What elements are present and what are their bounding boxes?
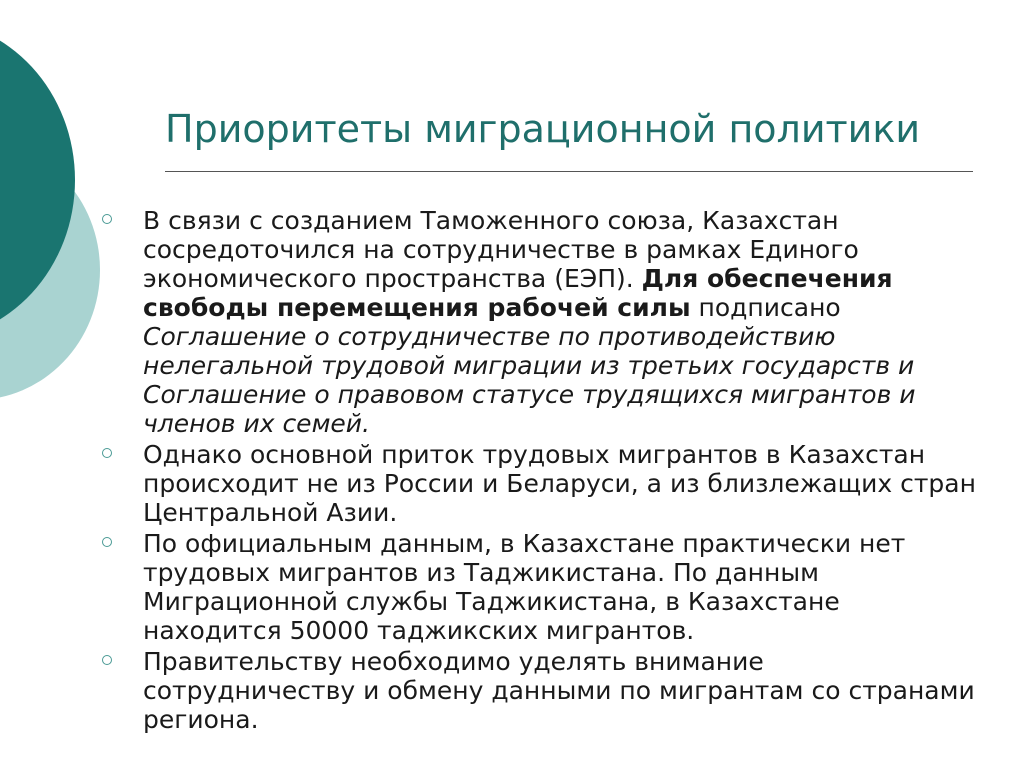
bullet-1-italic-text: Соглашение о сотрудничестве по противодействию нелегальной трудовой миграции из третьих государств и Соглашение о правовом статусе трудящихся мигрантов и членов их семей. <box>143 322 916 438</box>
title-underline <box>165 171 973 172</box>
bullet-2-text: Однако основной приток трудовых мигрантов в Казахстан происходит не из России и Беларуси, а из близлежащих стран Центральной Азии. <box>143 440 976 527</box>
bullet-4-text: Правительству необходимо уделять внимание сотрудничеству и обмену данными по мигрантам со странами региона. <box>143 647 975 734</box>
bullet-item-4 <box>102 647 982 734</box>
bullet-item-1 <box>102 206 982 438</box>
bullet-3-text: По официальным данным, в Казахстане практически нет трудовых мигрантов из Таджикистана. По данным Миграционной службы Таджикистана, в Казахстане находится 50000 таджикских мигрантов. <box>143 529 906 645</box>
bullet-item-2 <box>102 440 982 527</box>
bullet-1-bold-text: Для обеспечения свободы перемещения рабочей силы <box>143 264 893 322</box>
bullet-1-text-cont: подписано <box>690 293 841 322</box>
hollow-circle-bullet-icon <box>102 537 112 547</box>
bullet-item-3 <box>102 529 982 645</box>
hollow-circle-bullet-icon <box>102 448 112 458</box>
slide-title: Приоритеты миграционной политики <box>165 107 921 151</box>
bullet-list <box>102 206 982 736</box>
bullet-1-text: В связи с созданием Таможенного союза, Казахстан сосредоточился на сотрудничестве в рамках Единого экономического пространства (ЕЭП). <box>143 206 859 293</box>
hollow-circle-bullet-icon <box>102 214 112 224</box>
hollow-circle-bullet-icon <box>102 655 112 665</box>
